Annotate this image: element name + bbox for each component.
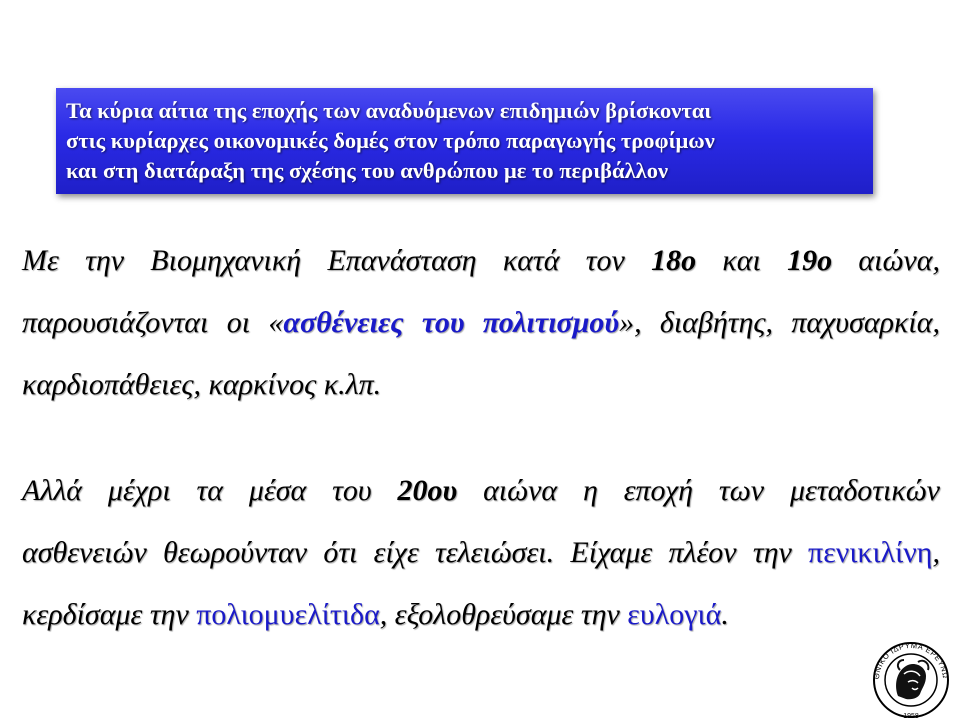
text-smallpox: ευλογιά bbox=[627, 598, 722, 631]
text-penicillin: πενικιλίνη bbox=[808, 536, 933, 569]
text-run: καρδιοπάθειες, καρκίνος κ.λπ. bbox=[22, 368, 382, 401]
text-run: Αλλά μέχρι τα μέσα του bbox=[22, 474, 398, 507]
text-18th: 18ο bbox=[651, 244, 697, 277]
paragraph-2-line-1 bbox=[22, 476, 940, 538]
text-run: αιώνα η εποχή των μεταδοτικών bbox=[457, 474, 940, 507]
text-run: ασθενειών θεωρούνταν ότι είχε τελειώσει. Είχαμε πλέον την bbox=[22, 536, 809, 569]
highlight-banner bbox=[56, 88, 873, 194]
text-run: », διαβήτης, παχυσαρκία, bbox=[619, 306, 940, 339]
text-run: και bbox=[696, 244, 788, 277]
text-run: , bbox=[932, 536, 940, 569]
text-run: . bbox=[721, 598, 729, 631]
foundation-seal-logo bbox=[868, 636, 954, 720]
text-run: αιώνα, bbox=[832, 244, 940, 277]
seal-year: 1958 bbox=[903, 713, 919, 720]
paragraph-1-line-1 bbox=[22, 246, 940, 308]
text-run: Με την Βιομηχανική Επανάσταση κατά τον bbox=[22, 244, 652, 277]
text-run: , εξολοθρεύσαμε την bbox=[379, 598, 628, 631]
text-diseases-of-civilization: ασθένειες του πολιτισμού bbox=[283, 306, 620, 339]
paragraph-1-line-3 bbox=[22, 370, 940, 432]
paragraph-communicable-diseases bbox=[22, 476, 940, 662]
seal-icon bbox=[868, 636, 954, 720]
paragraph-2-line-3 bbox=[22, 600, 940, 662]
paragraph-industrial-revolution bbox=[22, 246, 940, 432]
text-run: παρουσιάζονται οι « bbox=[22, 306, 284, 339]
banner-line-1: Τα κύρια αίτια της εποχής των αναδυόμενων επιδημιών βρίσκονται bbox=[66, 98, 712, 123]
banner-line-3: και στη διατάραξη της σχέσης του ανθρώπου με το περιβάλλον bbox=[66, 158, 668, 183]
seal-text: ΘΝΙΚΟ ΙΔΡΥΜΑ ΕΡΕΥΝΩ bbox=[871, 640, 951, 680]
paragraph-2-line-2 bbox=[22, 538, 940, 600]
text-polio: πολιομυελίτιδα bbox=[196, 598, 380, 631]
paragraph-1-line-2 bbox=[22, 308, 940, 370]
banner-line-2: στις κυρίαρχες οικονομικές δομές στον τρόπο παραγωγής τροφίμων bbox=[66, 128, 715, 153]
text-20th: 20ου bbox=[397, 474, 458, 507]
text-19th: 19ο bbox=[787, 244, 833, 277]
text-run: κερδίσαμε την bbox=[22, 598, 197, 631]
